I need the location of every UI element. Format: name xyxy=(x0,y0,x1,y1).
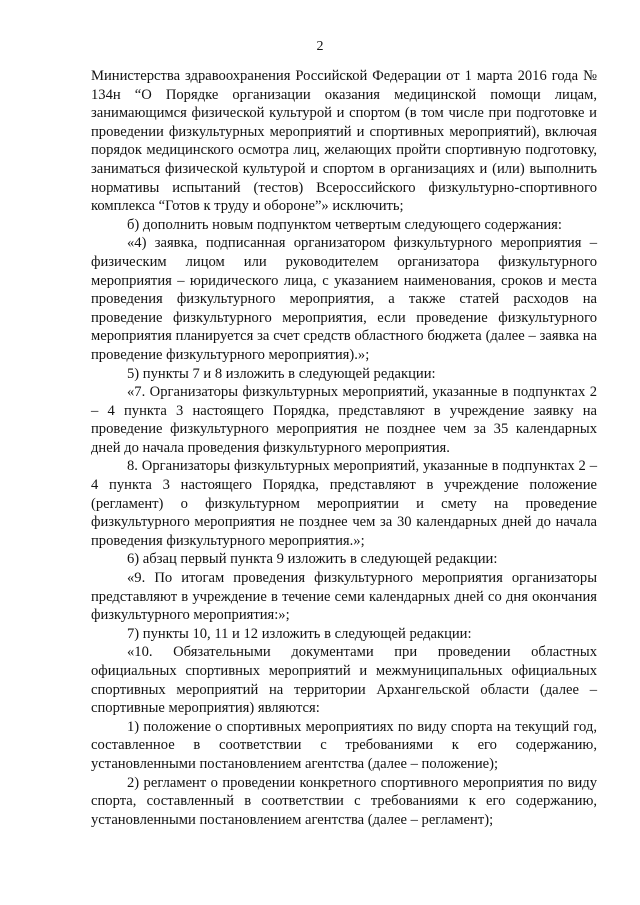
page-number: 2 xyxy=(316,39,324,54)
paragraph: «7. Организаторы физкультурных мероприятий, указанные в подпунктах 2 – 4 пункта 3 настоящего Порядка, представляют в учреждение заявку на проведение физкультурного мероприятия не позднее чем за 35 календарных дней до начала проведения физкультурного мероприятия. xyxy=(91,384,597,456)
paragraph: «9. По итогам проведения физкультурного мероприятия организаторы представляют в учреждение в течение семи календарных дней со дня окончания физкультурного мероприятия:»; xyxy=(91,570,597,624)
paragraph: «10. Обязательными документами при проведении областных официальных спортивных мероприятий и межмуниципальных официальных спортивных мероприятий на территории Архангельской области (далее – спортивные мероприятия) являются: xyxy=(91,644,597,717)
paragraph: Министерства здравоохранения Российской Федерации от 1 марта 2016 года № 134н “О Порядке организации оказания медицинской помощи лицам, занимающимся физической культурой и спортом (в том числе при подготовке и проведении физкультурных мероприятий и спортивных мероприятий), включая порядок медицинского осмотра лиц, желающих пройти спортивную подготовку, заниматься физической культурой и спортом в организациях и (или) выполнить нормативы испытаний (тестов) Всероссийского физкультурно-спортивного комплекса “Готов к труду и обороне”» исключить; xyxy=(91,68,597,215)
paragraph: 5) пункты 7 и 8 изложить в следующей редакции: xyxy=(127,365,436,382)
paragraph: 2) регламент о проведении конкретного спортивного мероприятия по виду спорта, составленный в соответствии с требованиями к его содержанию, установленными постановлением агентства (далее – регламент); xyxy=(91,774,597,828)
paragraph: 6) абзац первый пункта 9 изложить в следующей редакции: xyxy=(127,551,498,568)
paragraph: б) дополнить новым подпунктом четвертым следующего содержания: xyxy=(127,216,562,233)
paragraph: 8. Организаторы физкультурных мероприятий, указанные в подпунктах 2 – 4 пункта 3 настоящего Порядка, представляют в учреждение положение (регламент) о физкультурном мероприятии и смету на проведение физкультурного мероприятия не позднее чем за 30 календарных дней до начала проведения физкультурного мероприятия.»; xyxy=(91,458,597,549)
paragraph: 7) пункты 10, 11 и 12 изложить в следующей редакции: xyxy=(127,625,472,642)
document-body xyxy=(91,67,597,829)
paragraph: «4) заявка, подписанная организатором физкультурного мероприятия – физическим лицом или руководителем организатора физкультурного мероприятия – юридического лица, с указанием наименования, сроков и места проведения физкультурного мероприятия, а также статей расходов на проведение физкультурного мероприятия, если проведение физкультурного мероприятия планируется за счет средств областного бюджета (далее – заявка на проведение физкультурного мероприятия).»; xyxy=(91,235,597,363)
paragraph: 1) положение о спортивных мероприятиях по виду спорта на текущий год, составленное в соответствии с требованиями к его содержанию, установленными постановлением агентства (далее – положение); xyxy=(91,718,597,772)
